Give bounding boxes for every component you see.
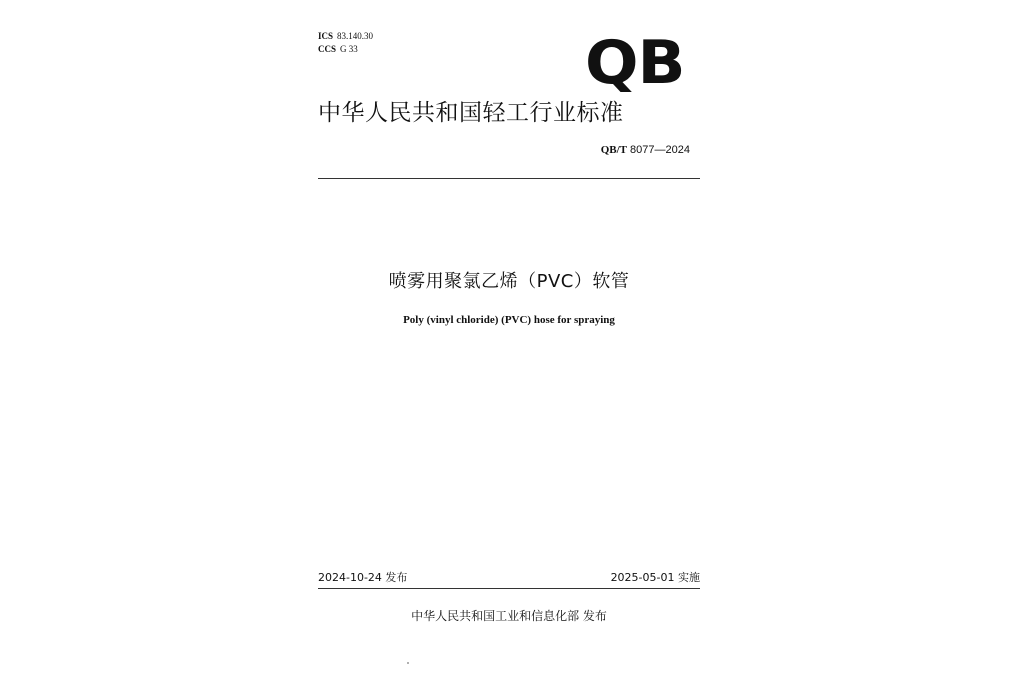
ics-value: 83.140.30: [337, 31, 374, 41]
standard-title: 中华人民共和国轻工行业标准: [318, 100, 624, 126]
scan-speck: [407, 662, 409, 664]
ccs-label: CCS: [318, 44, 337, 54]
ccs-value: G 33: [340, 44, 358, 54]
classification-codes: [318, 30, 373, 56]
ccs-line: [318, 43, 373, 56]
standard-number-value: 8077—2024: [630, 144, 690, 156]
document-title-cn: 喷雾用聚氯乙烯（PVC）软管: [388, 271, 630, 292]
top-divider: [318, 178, 700, 179]
ics-label: ICS: [318, 31, 334, 41]
document-title-en: Poly (vinyl chloride) (PVC) hose for spraying: [403, 314, 615, 326]
standard-number: [601, 143, 690, 157]
bottom-divider: [318, 588, 700, 589]
ics-line: [318, 30, 373, 43]
issue-date: 2024-10-24 发布: [318, 571, 408, 584]
qb-logo: QB: [585, 28, 685, 98]
implementation-date: 2025-05-01 实施: [610, 571, 700, 584]
publisher: 中华人民共和国工业和信息化部 发布: [411, 609, 607, 623]
standard-number-code: QB/T: [600, 144, 627, 156]
